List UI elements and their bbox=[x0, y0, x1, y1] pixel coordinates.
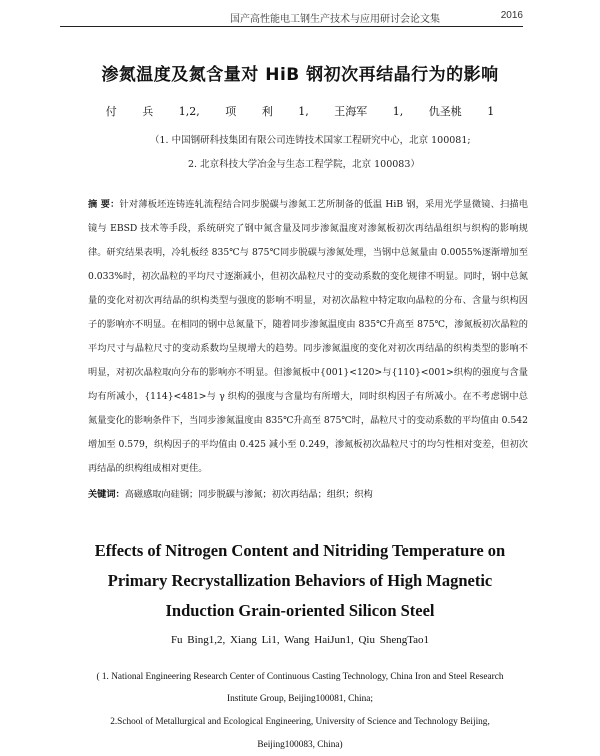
header-year: 2016 bbox=[500, 10, 523, 21]
author: 仇圣桃 1 bbox=[428, 105, 495, 118]
chinese-abstract bbox=[88, 193, 528, 481]
english-affiliation-line-2: Institute Group, Beijing100081, China; bbox=[227, 694, 373, 704]
author: 项 利 1, bbox=[225, 105, 309, 118]
english-affiliation-line-4: Beijing100083, China) bbox=[257, 740, 343, 750]
author: 王海军 1, bbox=[334, 105, 404, 118]
english-authors: Fu Bing1,2, Xiang Li1, Wang HaiJun1, Qiu ShengTao1 bbox=[170, 634, 430, 646]
english-affiliation-line-1: ( 1. National Engineering Research Center of Continuous Casting Technology, China Iron and Steel Research bbox=[96, 672, 504, 682]
keywords-label: 关键词： bbox=[88, 489, 125, 500]
english-affiliation-line-3: 2.School of Metallurgical and Ecological Engineering, University of Science and Technology Beijing, bbox=[110, 717, 490, 727]
chinese-keywords bbox=[88, 486, 528, 500]
author: 付 兵 1,2, bbox=[105, 105, 200, 118]
chinese-affiliation-2: 2. 北京科技大学冶金与生态工程学院，北京 100083） bbox=[188, 159, 420, 170]
abstract-text: 针对薄板坯连铸连轧流程结合同步脱碳与渗氮工艺所制备的低温 HiB 钢，采用光学显微镜、扫描电镜与 EBSD 技术等手段，系统研究了钢中氮含量及同步渗氮温度对渗氮板初次再结晶组织与织构的影响规律。研究结果表明，冷轧板经 835℃与 875℃同步脱碳与渗氮处理，当钢中总氮量由 0.0055%逐渐增加至 0.033%时，初次晶粒的平均尺寸逐渐减小，但初次晶粒尺寸的变动系数的变化规律不明显。同时，钢中总氮量的变化对初次再结晶的织构类型与强度的影响不明显，对初次晶粒中特定取向晶粒的分布、含量与织构因子的影响亦不明显。在相同的钢中总氮量下，随着同步渗氮温度由 835℃升高至 875℃，渗氮板初次晶粒的平均尺寸与晶粒尺寸的变动系数均呈规增大的趋势。同步渗氮温度的变化对初次再结晶的织构类型的影响不明显，对初次晶粒取向分布的影响亦不明显。但渗氮板中{001}<120>与{110}<001>织构的强度与含量均有所减小，{114}<481>与 γ 织构的强度与含量均有所增大，同时织构因子有所减小。在不考虑钢中总氮量变化的影响条件下，当同步渗氮温度由 835℃升高至 875℃时，晶粒尺寸的变动系数的平均值由 0.542 增加至 0.579，织构因子的平均值由 0.425 减小至 0.249，渗氮板初次晶粒尺寸的均匀性相对变差，但初次再结晶的织构组成相对更佳。 bbox=[88, 199, 528, 474]
conference-name: 国产高性能电工钢生产技术与应用研讨会论文集 bbox=[230, 14, 440, 25]
chinese-title: 渗氮温度及氮含量对 HiB 钢初次再结晶行为的影响 bbox=[101, 65, 499, 85]
english-title-line-2: Primary Recrystallization Behaviors of High Magnetic bbox=[107, 571, 493, 590]
abstract-label: 摘 要： bbox=[88, 199, 120, 210]
chinese-affiliation-1: （1. 中国钢研科技集团有限公司连铸技术国家工程研究中心，北京 100081; bbox=[150, 135, 471, 146]
chinese-authors bbox=[0, 103, 600, 119]
english-title-line-1: Effects of Nitrogen Content and Nitriding Temperature on bbox=[94, 541, 506, 560]
english-title-line-3: Induction Grain-oriented Silicon Steel bbox=[165, 601, 435, 620]
running-header bbox=[60, 8, 523, 27]
keywords-text: 高磁感取向硅钢；同步脱碳与渗氮；初次再结晶；组织；织构 bbox=[124, 489, 373, 500]
